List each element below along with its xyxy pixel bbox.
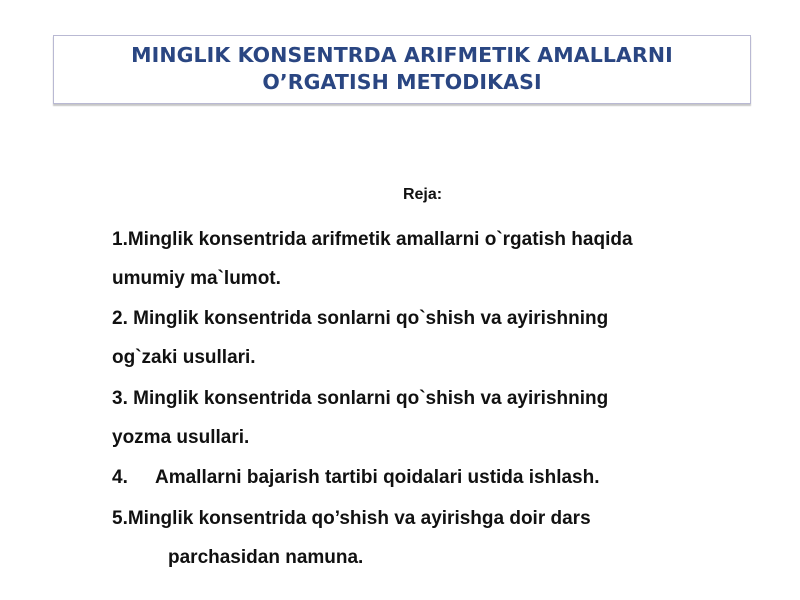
plan-item-3-line-2: yozma usullari. xyxy=(112,427,250,448)
plan-item-3-line-1: 3. Minglik konsentrida sonlarni qo`shish va ayirishning xyxy=(112,388,609,409)
plan-item-4-number: 4. xyxy=(112,467,128,488)
plan-item-2-line-1: 2. Minglik konsentrida sonlarni qo`shish va ayirishning xyxy=(112,308,609,329)
plan-item-2-line-2: og`zaki usullari. xyxy=(112,347,256,368)
plan-item-1-line-1: 1.Minglik konsentrida arifmetik amallarni o`rgatish haqida xyxy=(112,229,633,250)
plan-heading: Reja: xyxy=(402,186,443,203)
plan-item-5-line-2: parchasidan namuna. xyxy=(168,547,364,568)
plan-item-4 xyxy=(112,467,600,489)
title-box xyxy=(53,35,751,104)
plan-item-4-text: Amallarni bajarish tartibi qoidalari ustida ishlash. xyxy=(155,467,600,488)
plan-item-1-line-2: umumiy ma`lumot. xyxy=(112,268,281,289)
slide-title xyxy=(54,42,750,96)
plan-item-5-line-1: 5.Minglik konsentrida qo’shish va ayirishga doir dars xyxy=(112,508,591,529)
title-line-2: O’RGATISH METODIKASI xyxy=(262,70,542,94)
title-line-1: MINGLIK KONSENTRDA ARIFMETIK AMALLARNI xyxy=(131,43,673,67)
